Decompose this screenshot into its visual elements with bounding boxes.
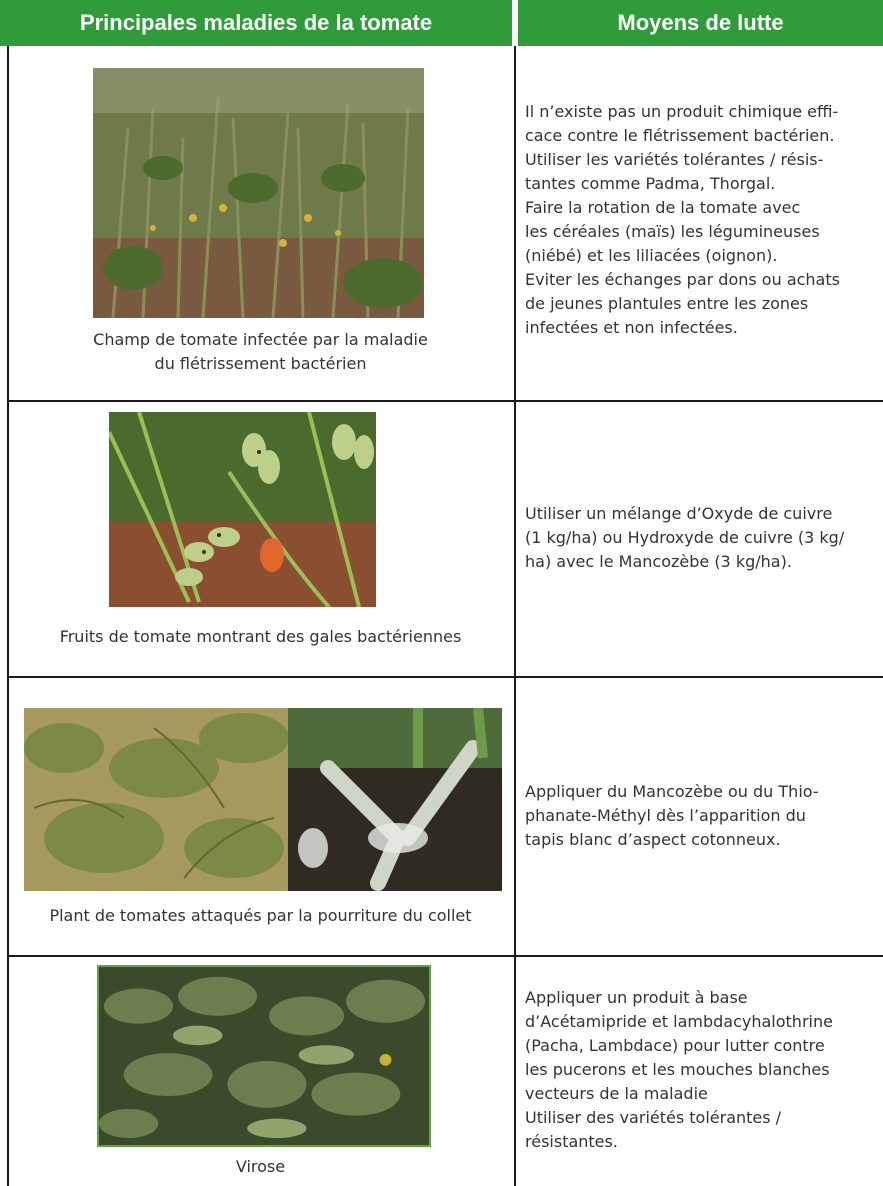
row-divider-3 bbox=[7, 955, 883, 957]
caption-row-1: Champ de tomate infectée par la maladie du flétrissement bactérien bbox=[93, 330, 428, 373]
photo-virus-leaves bbox=[97, 965, 431, 1147]
advice-row-3 bbox=[525, 678, 880, 953]
photo-wilted-tomato-field bbox=[93, 68, 424, 318]
header-control-methods: Moyens de lutte bbox=[518, 0, 883, 46]
caption-row-4: Virose bbox=[235, 1157, 286, 1176]
advice-text-row-3: Appliquer du Mancozèbe ou du Thio- phanate-Méthyl dès l’apparition du tapis blanc d’aspect cotonneux. bbox=[525, 781, 819, 849]
photo-collar-rot-plants bbox=[24, 708, 288, 891]
caption-row-3: Plant de tomates attaqués par la pourriture du collet bbox=[49, 906, 472, 925]
advice-text-row-2: Utiliser un mélange d’Oxyde de cuivre (1 kg/ha) ou Hydroxyde de cuivre (3 kg/ ha) avec le Mancozèbe (3 kg/ha). bbox=[525, 504, 845, 571]
table-header bbox=[0, 0, 883, 46]
grid-left-border bbox=[7, 46, 9, 1186]
photo-collar-rot-stems bbox=[288, 708, 502, 891]
advice-row-1 bbox=[525, 86, 880, 354]
photo-bacterial-spot-fruits bbox=[109, 412, 376, 607]
caption-row-2: Fruits de tomate montrant des gales bactériennes bbox=[59, 627, 462, 646]
header-diseases: Principales maladies de la tomate bbox=[0, 0, 512, 46]
advice-row-4 bbox=[525, 963, 880, 1177]
advice-text-row-1: Il n’existe pas un produit chimique effi- cace contre le flétrissement bactérien. Utiliser les variétés tolérantes / résis- tantes comme Padma, Thorgal. Faire la rotation de la tomate avec les céréales (maïs) les légumineuses (niébé) et les liliacées (oignon). Eviter les échanges par dons ou achats de jeunes plantules entre les zones infectées et non infectées. bbox=[525, 102, 840, 337]
advice-text-row-4: Appliquer un produit à base d’Acétamipride et lambdacyhalothrine (Pacha, Lambdace) pour lutter contre les pucerons et les mouches blanches vecteurs de la maladie Utiliser des variétés tolérantes / résistantes. bbox=[525, 988, 833, 1151]
advice-row-2 bbox=[525, 402, 880, 674]
grid-middle-divider bbox=[514, 46, 516, 1186]
